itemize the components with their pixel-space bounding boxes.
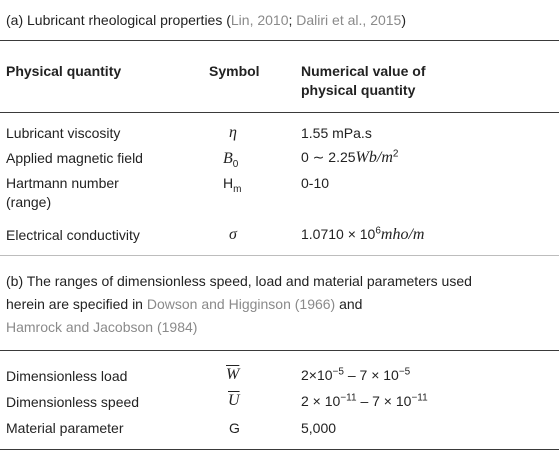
symbol-h: H xyxy=(223,175,234,191)
row-material-quantity: Material parameter xyxy=(6,420,124,436)
load-upper-exponent: −5 xyxy=(398,366,411,378)
section-a-title-close: ) xyxy=(401,12,407,28)
conductivity-number: 1.0710 × 10 xyxy=(301,226,376,242)
speed-lower: 2 × 10 xyxy=(301,393,341,409)
section-b-line2-and: and xyxy=(335,296,363,312)
magnetic-field-unit-exponent: 2 xyxy=(392,148,399,160)
row-magnetic-field-quantity: Applied magnetic field xyxy=(6,150,143,166)
citation-separator: ; xyxy=(288,12,297,28)
row-speed-quantity: Dimensionless speed xyxy=(6,394,140,410)
row-material-value: 5,000 xyxy=(301,420,337,436)
section-a-title-text: (a) Lubricant rheological properties ( xyxy=(6,12,231,28)
row-conductivity-symbol: σ xyxy=(229,226,237,243)
row-magnetic-field-value xyxy=(301,148,398,167)
load-lower-exponent: −5 xyxy=(332,366,344,378)
section-b-line2 xyxy=(6,295,362,313)
section-b-rule xyxy=(0,350,559,351)
bottom-rule xyxy=(0,449,559,450)
row-hartmann-quantity-line2: (range) xyxy=(6,194,52,210)
section-b-line2-text: herein are specified in xyxy=(6,296,147,312)
row-hartmann-quantity-line1: Hartmann number xyxy=(6,175,119,191)
speed-upper: – 7 × 10 xyxy=(356,393,412,409)
speed-lower-exponent: −11 xyxy=(340,392,357,404)
row-conductivity-value xyxy=(301,225,424,244)
section-b-line1: (b) The ranges of dimensionless speed, load and material parameters used xyxy=(6,273,472,289)
conductivity-unit: mho/m xyxy=(380,226,425,243)
header-physical-quantity: Physical quantity xyxy=(6,63,122,79)
row-load-quantity: Dimensionless load xyxy=(6,368,128,384)
section-a-title xyxy=(6,11,406,29)
citation-dowson-higginson-1966[interactable]: Dowson and Higginson (1966) xyxy=(146,296,336,312)
header-numerical-value-line1: Numerical value of xyxy=(301,63,426,79)
row-magnetic-field-symbol xyxy=(223,149,238,168)
row-load-value xyxy=(301,366,410,384)
row-conductivity-quantity: Electrical conductivity xyxy=(6,227,140,243)
citation-lin-2010[interactable]: Lin, 2010 xyxy=(230,12,289,28)
row-material-symbol: G xyxy=(229,420,240,436)
header-numerical-value-line2: physical quantity xyxy=(301,82,416,98)
row-speed-symbol: $\overline{U}$ xyxy=(228,392,240,409)
load-lower: 2×10 xyxy=(301,367,333,383)
row-hartmann-symbol xyxy=(223,174,242,195)
symbol-b: B xyxy=(223,150,233,167)
conductivity-exponent: 6 xyxy=(375,225,381,237)
header-symbol: Symbol xyxy=(209,63,260,79)
row-viscosity-value: 1.55 mPa.s xyxy=(301,125,372,141)
row-viscosity-symbol: η xyxy=(229,124,237,141)
magnetic-field-range: 0 ∼ 2.25 xyxy=(301,149,356,165)
symbol-h-subscript: m xyxy=(233,183,242,195)
speed-upper-exponent: −11 xyxy=(411,392,428,404)
header-rule xyxy=(0,112,559,113)
row-viscosity-quantity: Lubricant viscosity xyxy=(6,125,121,141)
magnetic-field-unit: Wb/m xyxy=(355,149,393,166)
row-load-symbol: $\overline{W}$ xyxy=(226,366,240,383)
load-upper: – 7 × 10 xyxy=(343,367,399,383)
section-divider xyxy=(0,255,559,256)
citation-hamrock-jacobson-1984[interactable]: Hamrock and Jacobson (1984) xyxy=(6,319,198,335)
row-hartmann-value: 0-10 xyxy=(301,175,330,191)
row-speed-value xyxy=(301,392,428,410)
citation-daliri-2015[interactable]: Daliri et al., 2015 xyxy=(296,12,402,28)
symbol-b-subscript: 0 xyxy=(232,158,239,170)
top-rule xyxy=(0,40,559,41)
